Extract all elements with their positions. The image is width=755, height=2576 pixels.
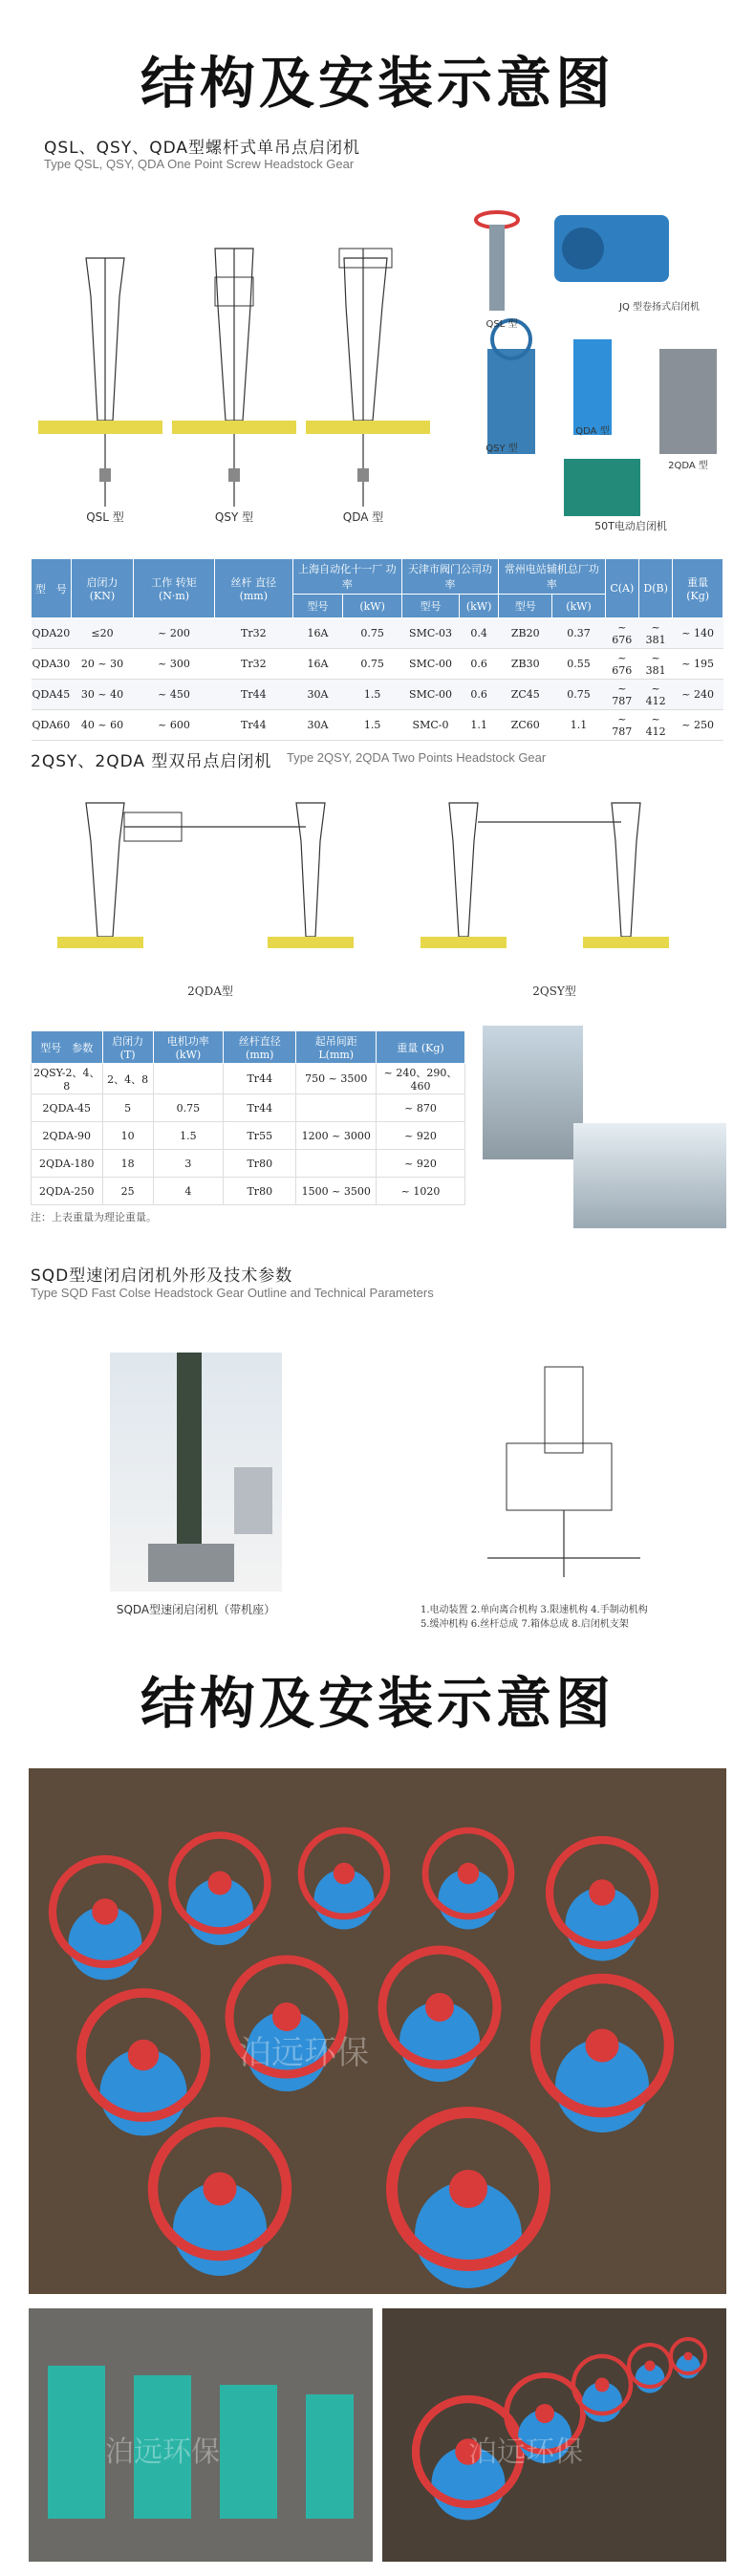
t1-cell: 1.1 — [552, 710, 605, 741]
drawing-label-2qsy: 2QSY型 — [532, 985, 576, 998]
page-heading-bottom: 结构及安装示意图 — [140, 1671, 615, 1736]
t1-cell: 1.5 — [343, 680, 402, 710]
t2-row — [32, 1064, 465, 1094]
t1-cell: 30A — [292, 680, 343, 710]
t1-cell: QDA45 — [32, 680, 72, 710]
qda-drawing — [306, 249, 430, 507]
qsy-photo — [487, 320, 535, 454]
site-photo-1 — [483, 1026, 583, 1159]
t1-cell: ~ 450 — [134, 680, 215, 710]
t1-cell: 0.75 — [552, 680, 605, 710]
t1-cell: ~ 381 — [638, 649, 672, 680]
t2-cell: 0.75 — [153, 1094, 223, 1122]
t1-cell: ~ 300 — [134, 649, 215, 680]
t2-cell: 1200 ~ 3000 — [296, 1122, 377, 1150]
t1-cell: ~ 250 — [673, 710, 723, 741]
watermark-bottom-left: 泊远环保 — [105, 2435, 220, 2469]
t2-header-screw: 丝杆直径 (mm) — [224, 1031, 296, 1064]
section1-title: QSL、QSY、QDA型螺杆式单吊点启闭机 — [44, 139, 361, 158]
t1-cell: 0.4 — [460, 618, 499, 649]
site-photo-2 — [573, 1123, 726, 1228]
t2-cell — [296, 1094, 377, 1122]
t2-cell: 4 — [153, 1178, 223, 1205]
t2-header-force: 启闭力 (T) — [102, 1031, 153, 1064]
t1-sub-model: 型号 — [292, 595, 343, 618]
2qda-drawing — [57, 803, 354, 948]
qda-photo — [573, 339, 612, 435]
t1-cell: Tr44 — [214, 710, 292, 741]
t2-cell: 2、4、8 — [102, 1064, 153, 1094]
t1-cell: SMC-03 — [401, 618, 459, 649]
single-point-drawings — [29, 220, 459, 535]
t1-cell: ~ 240 — [673, 680, 723, 710]
t1-cell: SMC-0 — [401, 710, 459, 741]
t2-cell: 18 — [102, 1150, 153, 1178]
t2-cell: ~ 920 — [377, 1150, 465, 1178]
section2-subtitle: Type 2QSY, 2QDA Two Points Headstock Gear — [287, 750, 547, 765]
watermark-large: 泊远环保 — [239, 2034, 369, 2072]
t1-cell: 1.5 — [343, 710, 402, 741]
t1-header-c: C(A) — [605, 559, 638, 618]
t1-cell: ZB30 — [499, 649, 552, 680]
t1-cell: Tr32 — [214, 649, 292, 680]
t1-sub-kw: (kW) — [343, 595, 402, 618]
table2-note: 注：上表重量为理论重量。 — [31, 1211, 157, 1223]
two-point-drawings — [29, 784, 726, 1004]
t1-cell: QDA60 — [32, 710, 72, 741]
single-point-spec-table — [31, 558, 723, 741]
t1-cell: 16A — [292, 618, 343, 649]
section3-title: SQD型速闭启闭机外形及技术参数 — [31, 1266, 293, 1286]
t1-cell: ~ 600 — [134, 710, 215, 741]
2qsy-drawing — [421, 803, 669, 948]
handwheel-hub — [425, 1993, 454, 2022]
t2-cell: 2QDA-250 — [32, 1178, 103, 1205]
t1-header-torque: 工作 转矩 (N·m) — [134, 559, 215, 618]
t1-cell: ~ 195 — [673, 649, 723, 680]
handwheel-hub — [684, 2352, 693, 2361]
t1-cell: 0.75 — [343, 618, 402, 649]
t2-cell: Tr55 — [224, 1122, 296, 1150]
t2-header-power: 电机功率 (kW) — [153, 1031, 223, 1064]
sqd-legend — [421, 1601, 707, 1630]
product-label-50t: 50T电动启闭机 — [594, 520, 667, 532]
t1-header-force: 启闭力 (KN) — [71, 559, 133, 618]
product-label-qsy: QSY 型 — [485, 444, 518, 454]
product-label-qsl: QSL 型 — [485, 319, 518, 330]
handwheel-hub — [208, 1872, 232, 1895]
t2-cell: 2QSY-2、4、8 — [32, 1064, 103, 1094]
product-photo-large — [29, 1768, 726, 2294]
qsl-drawing — [38, 258, 162, 507]
t1-cell: 0.6 — [460, 649, 499, 680]
t1-cell: 1.1 — [460, 710, 499, 741]
product-label-jq: JQ 型卷扬式启闭机 — [619, 302, 700, 313]
t2-cell: 2QDA-45 — [32, 1094, 103, 1122]
t1-header-tianjin: 天津市阀门公司功率 — [401, 559, 498, 595]
t1-row — [32, 710, 723, 741]
t1-cell: ~ 140 — [673, 618, 723, 649]
watermark-bottom-right: 泊远环保 — [468, 2435, 583, 2469]
t1-cell: ~ 412 — [638, 680, 672, 710]
t1-cell: SMC-00 — [401, 649, 459, 680]
sqd-outline-drawing — [421, 1357, 650, 1587]
jq-photo — [554, 215, 669, 282]
qsl-photo — [476, 212, 518, 311]
t2-cell: 1500 ~ 3500 — [296, 1178, 377, 1205]
handwheel-hub — [586, 2029, 619, 2063]
handwheel-hub — [589, 1879, 615, 1906]
two-point-spec-table — [31, 1030, 465, 1205]
t2-cell: Tr44 — [224, 1094, 296, 1122]
t1-cell: 0.55 — [552, 649, 605, 680]
t1-row — [32, 649, 723, 680]
t1-header-changzhou: 常州电站辅机总厂功率 — [499, 559, 605, 595]
drawing-label-2qda: 2QDA型 — [187, 985, 233, 998]
handwheel-hub — [92, 1898, 119, 1925]
t2-cell: Tr80 — [224, 1150, 296, 1178]
t2-row — [32, 1150, 465, 1178]
sqd-legend-line-1: 1.电动装置 2.单向离合机构 3.限速机构 4.手制动机构 — [421, 1605, 648, 1615]
t2-cell — [296, 1150, 377, 1178]
page-heading-top: 结构及安装示意图 — [140, 51, 615, 116]
t2-cell: 3 — [153, 1150, 223, 1178]
handwheel-hub — [458, 1863, 480, 1885]
t1-row — [32, 618, 723, 649]
handwheel-hub — [645, 2361, 656, 2371]
handwheel-hub — [128, 2040, 160, 2071]
t1-cell: QDA30 — [32, 649, 72, 680]
t2-cell: Tr80 — [224, 1178, 296, 1205]
product-label-qda: QDA 型 — [575, 426, 610, 437]
sqda-photo-caption: SQDA型速闭启闭机（带机座） — [116, 1603, 276, 1616]
handwheel-hub — [449, 2170, 487, 2208]
t1-cell: ≤20 — [71, 618, 133, 649]
t1-cell: QDA20 — [32, 618, 72, 649]
t1-cell: 0.37 — [552, 618, 605, 649]
section3-subtitle: Type SQD Fast Colse Headstock Gear Outline and Technical Parameters — [31, 1286, 434, 1300]
t1-sub-model: 型号 — [401, 595, 459, 618]
t2-cell: ~ 240、290、460 — [377, 1064, 465, 1094]
t2-cell — [153, 1064, 223, 1094]
t1-cell: ZC45 — [499, 680, 552, 710]
t1-sub-model: 型号 — [499, 595, 552, 618]
t2-header-span: 起吊间距 L(mm) — [296, 1031, 377, 1064]
t2-cell: 10 — [102, 1122, 153, 1150]
t2-cell: 750 ~ 3500 — [296, 1064, 377, 1094]
t1-cell: 40 ~ 60 — [71, 710, 133, 741]
t1-cell: ~ 787 — [605, 710, 638, 741]
sqd-legend-line-2: 5.缓冲机构 6.丝杆总成 7.箱体总成 8.启闭机支架 — [421, 1619, 629, 1630]
t1-row — [32, 680, 723, 710]
section1-subtitle: Type QSL, QSY, QDA One Point Screw Headstock Gear — [44, 157, 355, 171]
t2-header-model: 型号 参数 — [32, 1031, 103, 1064]
t1-cell: 30 ~ 40 — [71, 680, 133, 710]
t2-cell: Tr44 — [224, 1064, 296, 1094]
t1-cell: Tr32 — [214, 618, 292, 649]
product-photos — [468, 206, 736, 540]
t1-cell: ~ 200 — [134, 618, 215, 649]
section2-title: 2QSY、2QDA 型双吊点启闭机 — [31, 752, 272, 771]
t2-header-weight: 重量 (Kg) — [377, 1031, 465, 1064]
t1-cell: ~ 412 — [638, 710, 672, 741]
handwheel-hub — [535, 2404, 554, 2423]
t1-sub-kw: (kW) — [460, 595, 499, 618]
t1-header-screw: 丝杆 直径 (mm) — [214, 559, 292, 618]
t2-cell: ~ 870 — [377, 1094, 465, 1122]
t1-header-d: D(B) — [638, 559, 672, 618]
t2-row — [32, 1094, 465, 1122]
handwheel-hub — [595, 2378, 610, 2392]
t2-cell: ~ 1020 — [377, 1178, 465, 1205]
t2-cell: 25 — [102, 1178, 153, 1205]
sqda-photo — [110, 1353, 282, 1591]
t1-header-model: 型 号 — [32, 559, 72, 618]
qsy-drawing — [172, 249, 296, 507]
t1-cell: ~ 676 — [605, 618, 638, 649]
2qda-photo — [659, 349, 717, 454]
t1-cell: SMC-00 — [401, 680, 459, 710]
t2-cell: 2QDA-90 — [32, 1122, 103, 1150]
drawing-label-qsl: QSL 型 — [86, 510, 124, 524]
t1-header-weight: 重量 (Kg) — [673, 559, 723, 618]
t1-cell: 30A — [292, 710, 343, 741]
t1-cell: Tr44 — [214, 680, 292, 710]
t1-cell: 0.75 — [343, 649, 402, 680]
drawing-label-qsy: QSY 型 — [214, 510, 254, 524]
drawing-label-qda: QDA 型 — [342, 510, 384, 524]
t2-cell: 5 — [102, 1094, 153, 1122]
t2-cell: 1.5 — [153, 1122, 223, 1150]
t1-cell: ~ 676 — [605, 649, 638, 680]
t1-cell: ~ 787 — [605, 680, 638, 710]
t2-cell: 2QDA-180 — [32, 1150, 103, 1178]
t1-cell: ~ 381 — [638, 618, 672, 649]
t2-row — [32, 1178, 465, 1205]
50t-photo — [564, 459, 640, 516]
t1-cell: 0.6 — [460, 680, 499, 710]
t1-header-shanghai: 上海自动化十一厂 功率 — [292, 559, 401, 595]
t1-cell: 20 ~ 30 — [71, 649, 133, 680]
t1-cell: 16A — [292, 649, 343, 680]
handwheel-hub — [204, 2173, 237, 2206]
handwheel-hub — [334, 1863, 356, 1885]
product-label-2qda: 2QDA 型 — [668, 461, 708, 471]
t1-cell: ZB20 — [499, 618, 552, 649]
t1-cell: ZC60 — [499, 710, 552, 741]
t2-cell: ~ 920 — [377, 1122, 465, 1150]
t1-sub-kw: (kW) — [552, 595, 605, 618]
t2-row — [32, 1122, 465, 1150]
